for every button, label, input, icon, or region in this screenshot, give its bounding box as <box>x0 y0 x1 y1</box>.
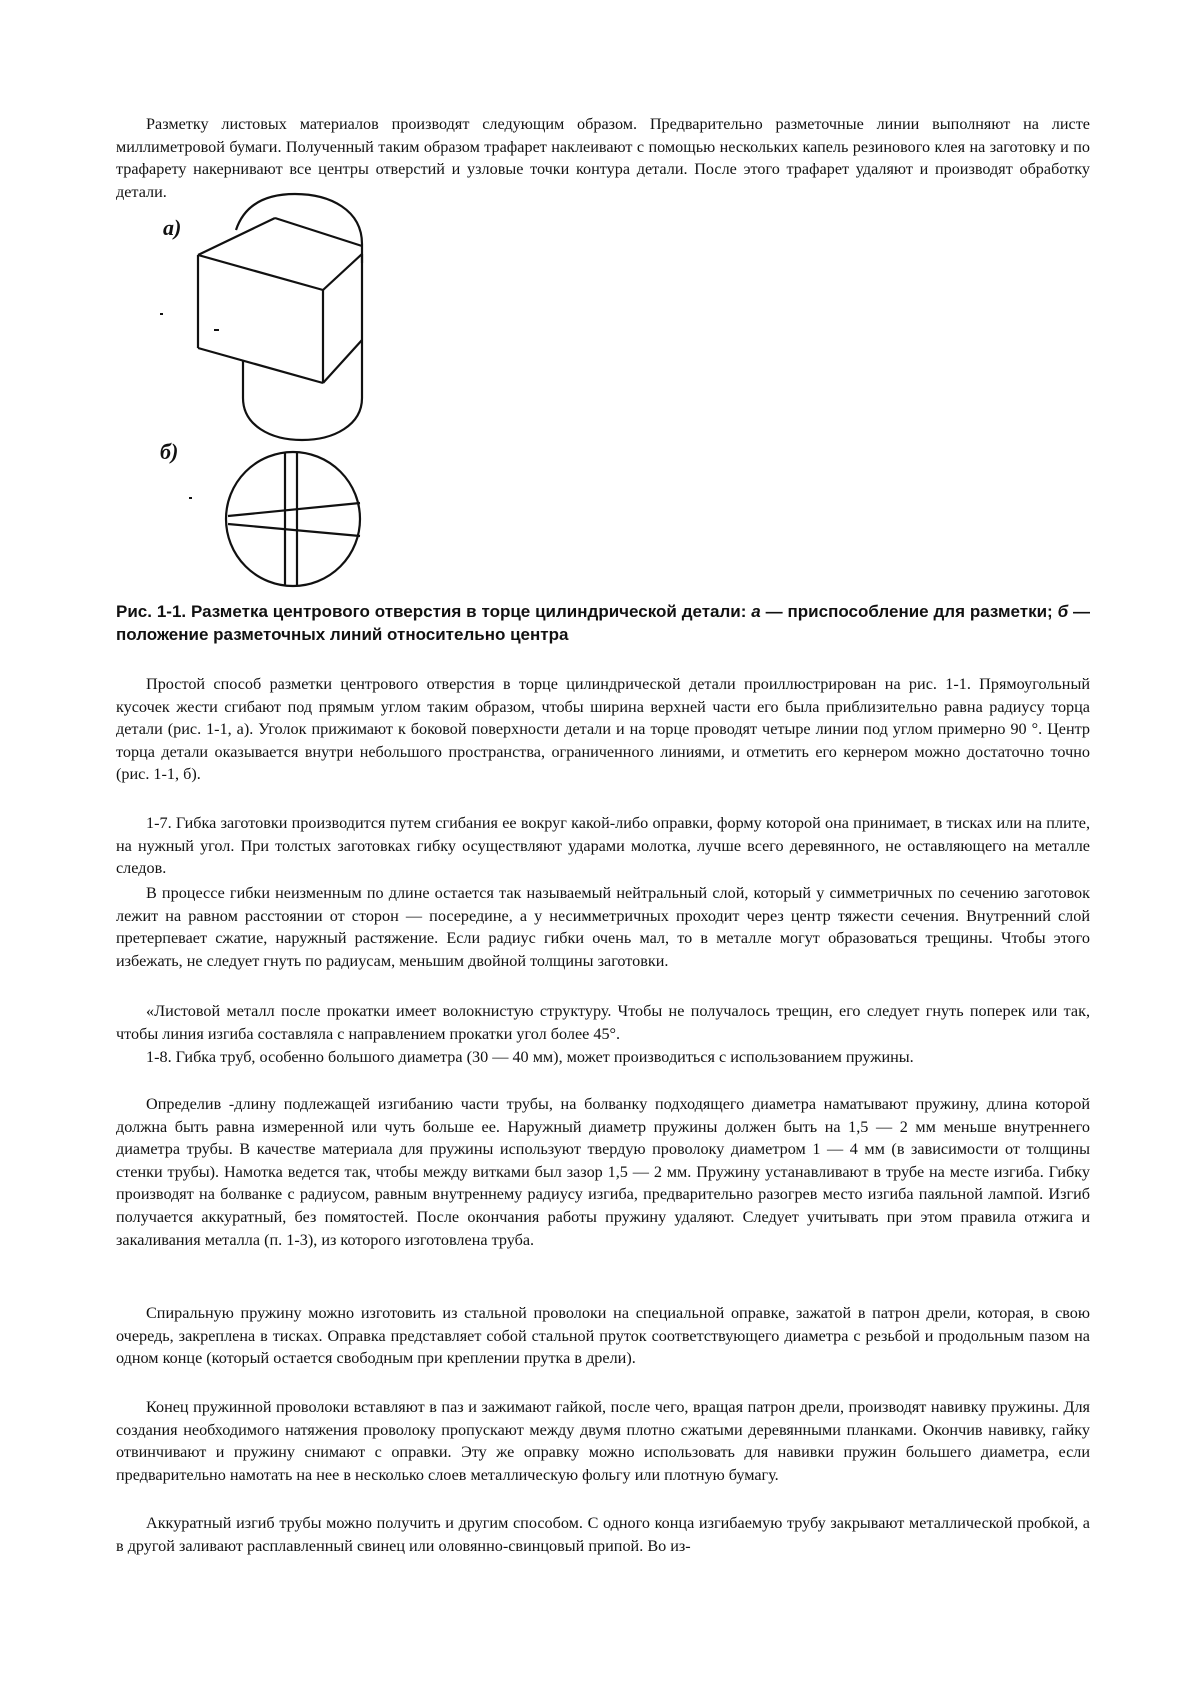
figure-label-a: а) <box>163 215 182 240</box>
paragraph-pipe-bending-1-8: 1-8. Гибка труб, особенно большого диаметра (30 — 40 мм), может производиться с использованием пружины. <box>146 1048 914 1066</box>
figure-caption <box>116 600 1090 646</box>
paragraph-lead-fill: Аккуратный изгиб трубы можно получить и другим способом. С одного конца изгибаемую трубу закрывают металлической пробкой, а в другой заливают расплавленный свинец или оловянно-свинцовый припой. Во из- <box>116 1514 1090 1555</box>
paragraph-stencil-marking: Разметку листовых материалов производят следующим образом. Предварительно разметочные линии выполняют на листе миллиметровой бумаги. Полученный таким образом трафарет наклеивают с помощью нескольких капель резинового клея на заготовку и по трафарету накернивают все центры отверстий и узловые точки контура детали. После этого трафарет удаляют и производят обработку детали. <box>116 115 1090 201</box>
caption-letter-b: б <box>1057 602 1069 621</box>
paragraph-winding: Конец пружинной проволоки вставляют в паз и зажимают гайкой, после чего, вращая патрон дрели, производят навивку пружины. Для создания необходимого натяжения проволоку пропускают между двумя плотно сжатыми деревянными планками. Окончив навивку, гайку отвинчивают и пружину снимают с оправки. Эту же оправку можно использовать для навивки пружин большего диаметра, если предварительно намотать на нее в несколько слоев металлическую фольгу или плотную бумагу. <box>116 1398 1090 1484</box>
figure-a-cylinder-with-jig <box>198 194 362 440</box>
stray-mark <box>160 313 163 315</box>
jig-front-bottom-edge <box>198 348 323 383</box>
caption-letter-a: а <box>751 602 761 621</box>
part-end-face-circle <box>226 452 360 586</box>
paragraph-sheet-metal: «Листовой металл после прокатки имеет волокнистую структуру. Чтобы не получалось трещин, его следует гнуть поперек или так, чтобы линия изгиба составляла с направлением прокатки угол более 45°. <box>116 1002 1090 1043</box>
paragraph-bending-1-7: 1-7. Гибка заготовки производится путем сгибания ее вокруг какой-либо оправки, форму которой она принимает, в тисках или на плите, на нужный угол. При толстых заготовках гибку осуществляют ударами молотка, лучше всего деревянного, не оставляющего на металле следов. <box>116 814 1090 878</box>
figure-label-b: б) <box>160 439 179 464</box>
marking-line-horizontal-2 <box>228 524 360 536</box>
caption-text-b: — положение разметочных линий относительно центра <box>116 602 1090 644</box>
caption-head: Рис. 1-1. Разметка центрового отверстия в торце цилиндрической детали: <box>116 602 747 621</box>
paragraph-neutral-layer: В процессе гибки неизменным по длине остается так называемый нейтральный слой, который у симметричных по сечению заготовок лежит на равном расстоянии от сторон — посередине, а у несимметричных проходит через центр тяжести сечения. Внутренний слой претерпевает сжатие, наружный растяжение. Если радиус гибки очень мал, то в металле могут образоваться трещины. Чтобы этого избежать, не следует гнуть по радиусам, меньшим двойной толщины заготовки. <box>116 884 1090 970</box>
caption-text-a: — приспособление для разметки; <box>760 602 1058 621</box>
cylinder-top-arc <box>236 194 362 263</box>
figure-stray-marks <box>160 313 219 499</box>
jig-top-edge <box>198 218 275 255</box>
stray-mark <box>214 329 219 331</box>
jig-right-top-edge <box>323 254 362 290</box>
cylinder-bottom-arc <box>243 398 362 440</box>
jig-top-right-edge <box>275 218 362 246</box>
paragraph-spiral-spring: Спиральную пружину можно изготовить из стальной проволоки на специальной оправке, зажатой в патрон дрели, которая, в свою очередь, закреплена в тисках. Оправка представляет собой стальной пруток соответствующего диаметра с резьбой и продольным пазом на одном конце (который остается свободным при креплении прутка в дрели). <box>116 1304 1090 1368</box>
paragraph-center-marking: Простой способ разметки центрового отверстия в торце цилиндрической детали проиллюстрирован на рис. 1-1. Прямоугольный кусочек жести сгибают под прямым углом таким образом, чтобы ширина верхней части его была приблизительно равна радиусу торца детали (рис. 1-1, а). Уголок прижимают к боковой поверхности детали и на торце проводят четыре линии под углом примерно 90 °. Центр торца детали оказывается внутри небольшого пространства, ограниченного линиями, и отметить его кернером можно достаточно точно (рис. 1-1, б). <box>116 675 1090 784</box>
jig-right-bottom-edge <box>323 340 362 383</box>
marking-line-horizontal-1 <box>228 503 360 516</box>
paragraph-spring-method: Определив -длину подлежащей изгибанию части трубы, на болванку подходящего диаметра наматывают пружину, длина которой должна быть равна измеренной или чуть больше ее. Наружный диаметр пружины должен быть на 1,5 — 2 мм меньше внутреннего диаметра трубы. В качестве материала для пружины используют твердую проволоку диаметром 1 — 4 мм (в зависимости от толщины стенки трубы). Намотка ведется так, чтобы между витками был зазор 1,5 — 2 мм. Пружину устанавливают в трубе на месте изгиба. Гибку производят на болванке с радиусом, равным внутреннему радиусу изгиба, предварительно разогрев место изгиба паяльной лампой. Изгиб получается аккуратный, без помятостей. После окончания работы пружину удаляют. Следует учитывать при этом правила отжига и закаливания металла (п. 1-3), из которого изготовлена труба. <box>116 1095 1090 1249</box>
jig-front-top-edge <box>198 255 323 290</box>
figure-b-center-marking-lines <box>226 452 360 586</box>
stray-mark <box>189 497 192 499</box>
